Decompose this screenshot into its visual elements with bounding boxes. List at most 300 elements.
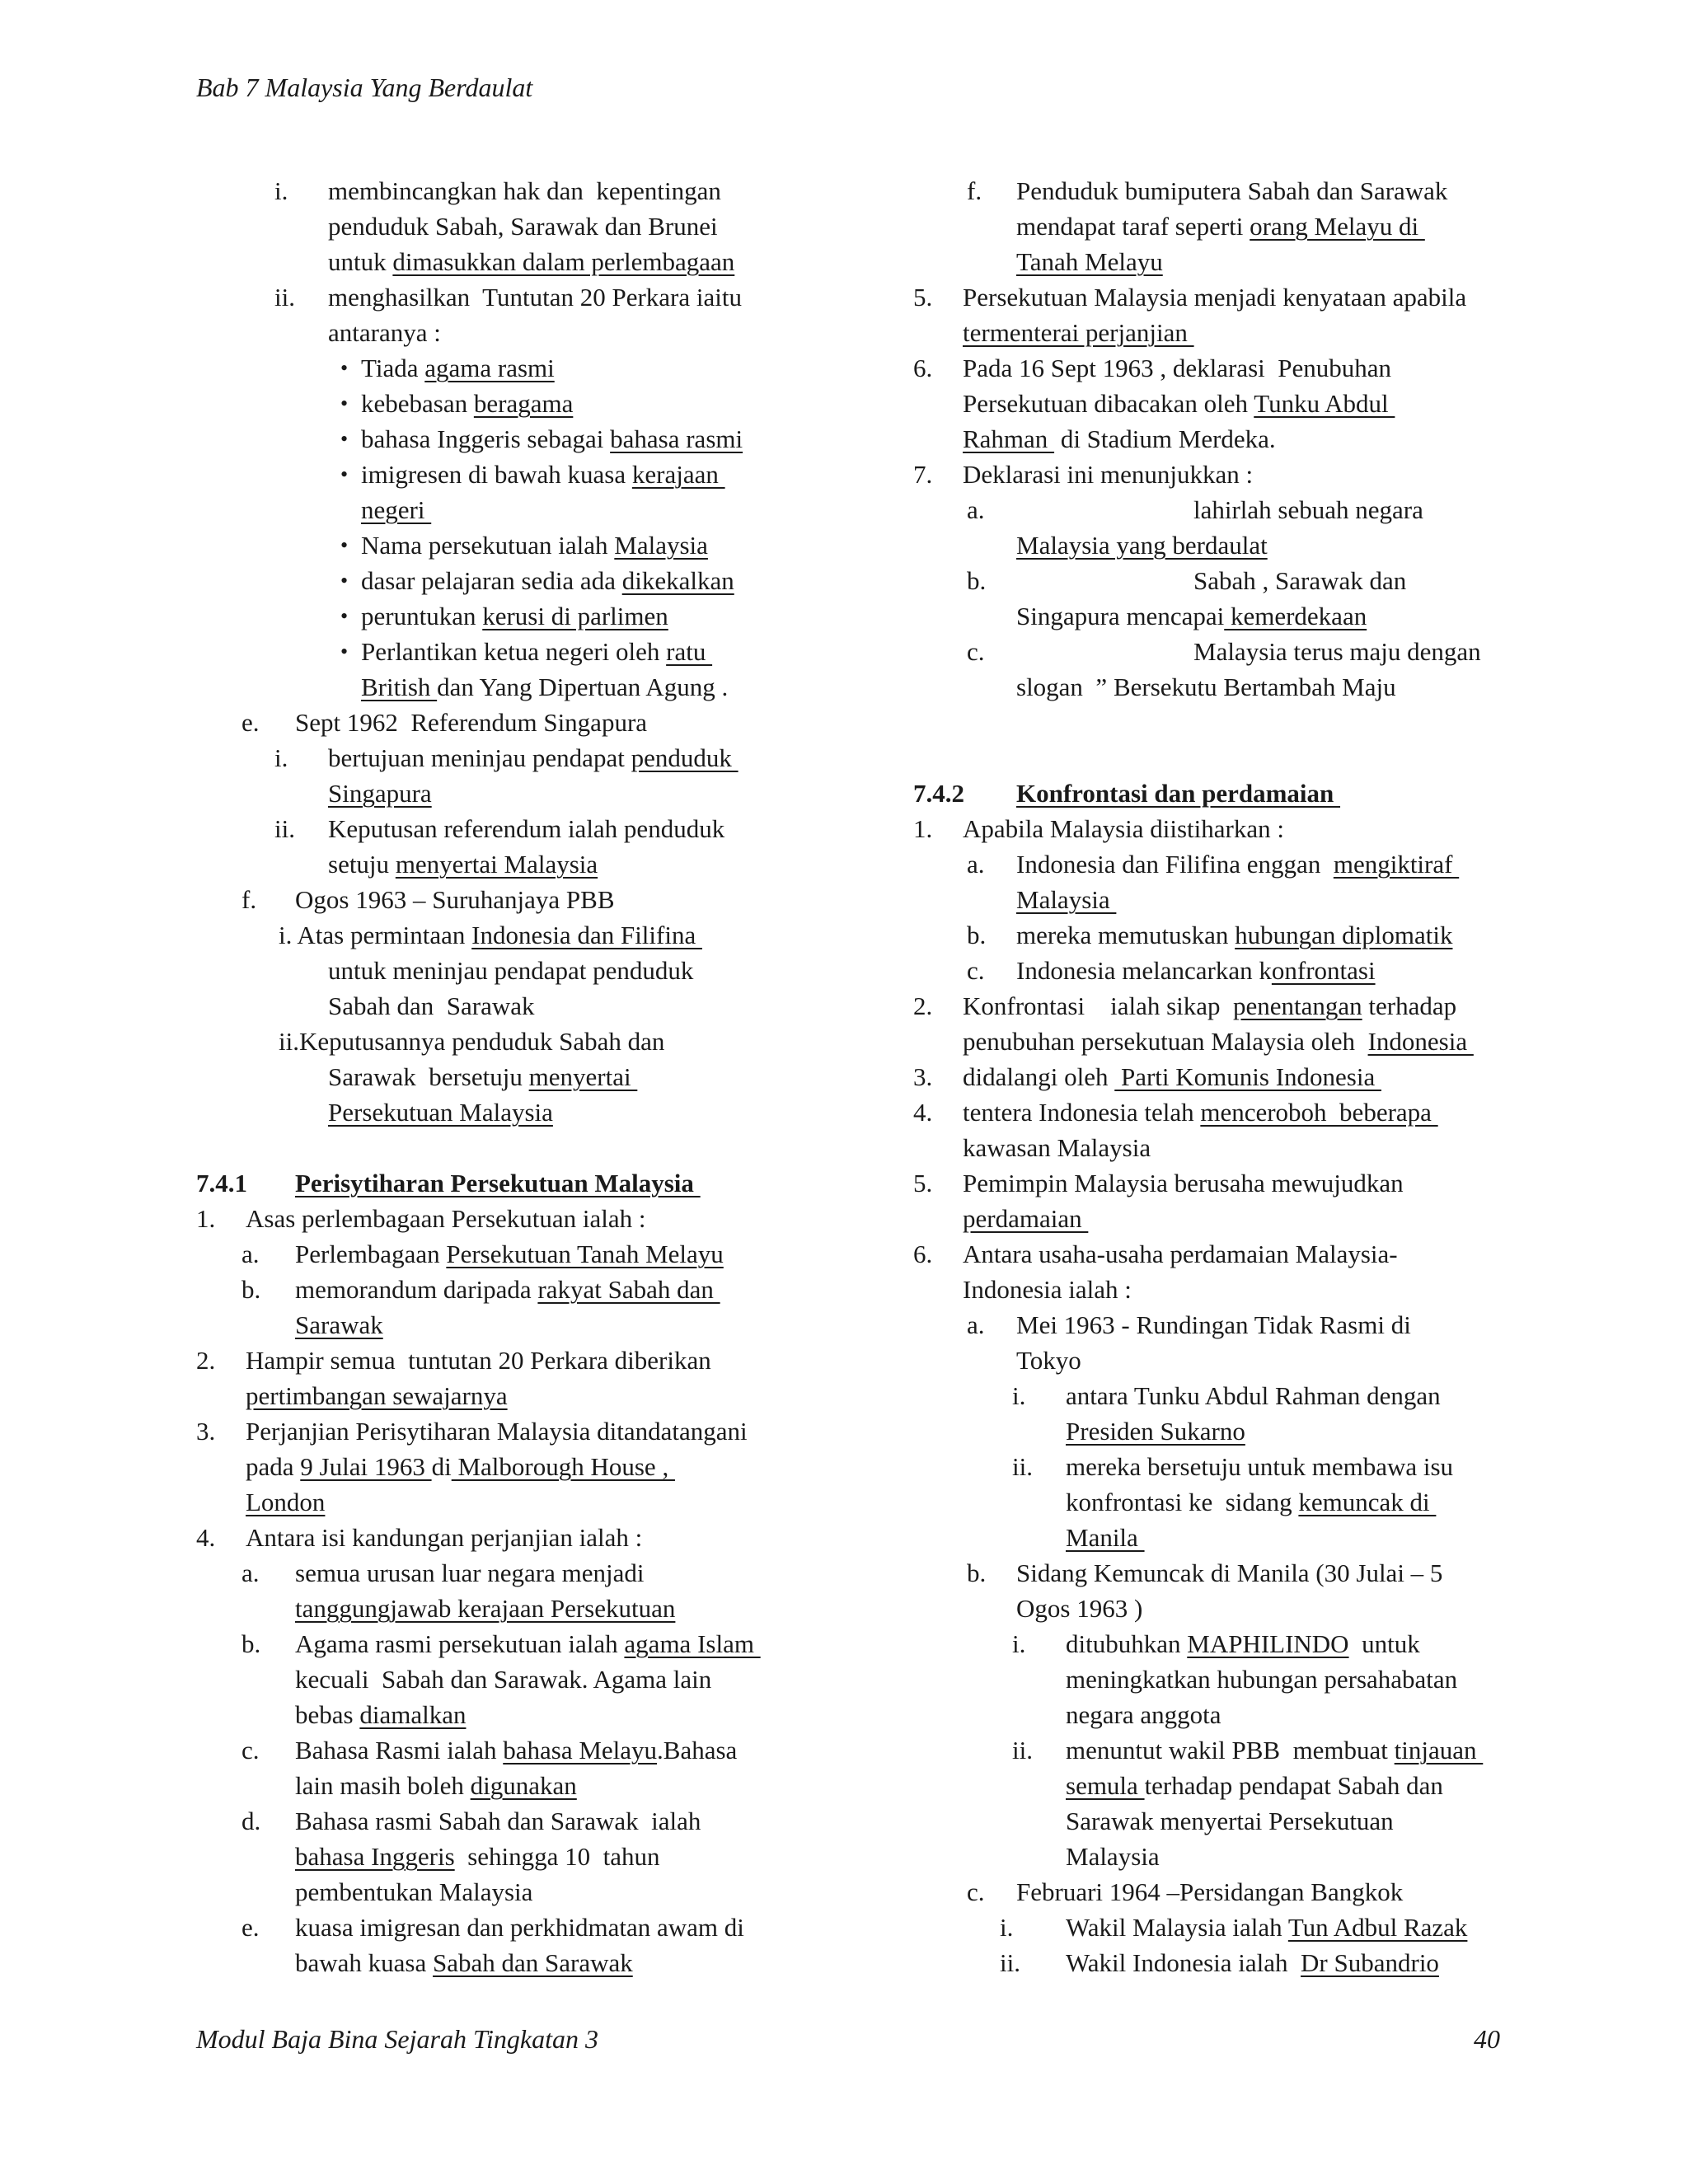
line-text	[328, 1094, 553, 1130]
line-text	[963, 315, 1194, 350]
text-line	[196, 988, 905, 1024]
line-text	[963, 279, 1466, 315]
text-run: Bahasa rasmi Sabah dan Sarawak ialah	[295, 1807, 701, 1835]
line-text	[1016, 1343, 1081, 1378]
text-line	[196, 705, 905, 740]
text-run: Ogos 1963 – Suruhanjaya PBB	[295, 885, 615, 914]
text-line	[913, 1165, 1540, 1201]
list-marker: b.	[967, 1558, 987, 1587]
text-run: menuntut wakil PBB membuat	[1066, 1736, 1395, 1765]
line-text	[328, 953, 693, 988]
underlined-term: hubungan diplomatik	[1235, 921, 1453, 949]
text-line	[913, 1236, 1540, 1272]
underlined-term: Tanah Melayu	[1016, 247, 1163, 276]
text-run: didalangi oleh	[963, 1062, 1115, 1091]
line-text	[279, 1024, 664, 1059]
list-marker: e.	[241, 708, 260, 737]
text-line	[196, 1130, 905, 1165]
line-text	[361, 350, 555, 386]
text-line	[913, 244, 1540, 279]
line-text	[295, 1307, 383, 1343]
text-line	[196, 1661, 905, 1697]
text-line	[196, 1343, 905, 1378]
line-text	[279, 917, 702, 953]
text-run: Persekutuan Malaysia menjadi kenyataan apabila	[963, 283, 1467, 312]
text-line	[913, 492, 1540, 527]
text-line	[913, 1839, 1540, 1874]
line-text	[963, 1059, 1381, 1094]
bullet-icon: •	[340, 533, 349, 557]
text-line	[913, 1059, 1540, 1094]
text-line	[196, 1094, 905, 1130]
text-line	[196, 1945, 905, 1980]
line-text	[246, 1343, 711, 1378]
list-marker: b.	[967, 566, 987, 595]
text-line	[196, 1874, 905, 1910]
text-run: kuasa imigresan dan perkhidmatan awam di	[295, 1913, 744, 1942]
line-text	[963, 988, 1456, 1024]
text-run: Sabah , Sarawak dan	[1193, 566, 1407, 595]
line-text	[295, 1272, 720, 1307]
underlined-term: Parti Komunis Indonesia	[1114, 1062, 1381, 1091]
underlined-term: 9 Julai 1963	[300, 1452, 432, 1481]
text-line	[913, 1520, 1540, 1555]
text-run: imigresen di bawah kuasa	[361, 460, 632, 489]
text-run: Sabah dan Sarawak	[328, 991, 535, 1020]
line-text	[1066, 1910, 1467, 1945]
list-marker: f.	[241, 885, 257, 914]
text-run: Wakil Malaysia ialah	[1066, 1913, 1288, 1942]
underlined-term: penduduk	[631, 743, 738, 772]
text-run: pada	[246, 1452, 301, 1481]
text-run: Sidang Kemuncak di Manila (30 Julai – 5	[1016, 1558, 1443, 1587]
line-text	[963, 1024, 1474, 1059]
line-text	[246, 1520, 642, 1555]
list-marker: a.	[241, 1558, 260, 1587]
text-line	[913, 1484, 1540, 1520]
line-text	[295, 1910, 744, 1945]
list-marker: a.	[967, 495, 985, 524]
text-line	[196, 1484, 905, 1520]
text-run: Malaysia terus maju dengan	[1193, 637, 1481, 666]
text-run: kebebasan	[361, 389, 474, 418]
list-marker: 3.	[196, 1417, 216, 1446]
list-marker: 5.	[913, 1169, 933, 1197]
text-run: ditubuhkan	[1066, 1629, 1188, 1658]
line-text	[1016, 244, 1163, 279]
line-text	[1066, 1520, 1145, 1555]
text-run: Indonesia melancarkan k	[1016, 956, 1272, 985]
text-run: bertujuan meninjau pendapat	[328, 743, 631, 772]
line-text	[328, 244, 734, 279]
list-marker: d.	[241, 1807, 261, 1835]
line-text	[1066, 1803, 1394, 1839]
bullet-icon: •	[340, 427, 349, 451]
text-run: untuk	[1348, 1629, 1420, 1658]
text-line	[196, 740, 905, 776]
list-marker: c.	[241, 1736, 260, 1765]
running-header: Bab 7 Malaysia Yang Berdaulat	[196, 73, 533, 102]
text-run: Tiada	[361, 354, 425, 382]
text-line	[913, 1803, 1540, 1839]
line-text	[246, 1484, 325, 1520]
text-run: Perjanjian Perisytiharan Malaysia ditandatangani	[246, 1417, 748, 1446]
underlined-term: bahasa Inggeris	[295, 1842, 455, 1871]
underlined-term: bahasa rasmi	[610, 424, 743, 453]
line-text	[328, 1059, 637, 1094]
line-text	[963, 421, 1276, 457]
text-run: Apabila Malaysia diistiharkan :	[963, 814, 1284, 843]
line-text	[1066, 1378, 1441, 1413]
list-marker: e.	[241, 1913, 260, 1942]
text-line	[913, 1201, 1540, 1236]
list-marker: 4.	[196, 1523, 216, 1552]
line-text	[295, 1626, 761, 1661]
line-text	[963, 1094, 1438, 1130]
underlined-term: kemuncak di	[1298, 1488, 1437, 1516]
list-marker: i.	[274, 743, 288, 772]
text-line	[913, 1945, 1540, 1980]
text-line	[196, 1839, 905, 1874]
underlined-term: negeri	[361, 495, 432, 524]
line-text	[963, 350, 1391, 386]
text-run: Mei 1963 - Rundingan Tidak Rasmi di	[1016, 1310, 1411, 1339]
text-run: mereka memutuskan	[1016, 921, 1236, 949]
line-text	[963, 1201, 1088, 1236]
line-text	[1066, 1449, 1453, 1484]
underlined-term: diamalkan	[359, 1700, 467, 1729]
line-text	[328, 811, 724, 846]
text-run: antara Tunku Abdul Rahman dengan	[1066, 1381, 1441, 1410]
line-text	[361, 527, 708, 563]
line-text	[1193, 563, 1406, 598]
underlined-term: Persekutuan Tanah Melayu	[446, 1240, 724, 1268]
text-line	[913, 457, 1540, 492]
list-marker: ii.	[1000, 1948, 1020, 1977]
line-text	[361, 669, 728, 705]
text-line	[913, 350, 1540, 386]
underlined-term: Manila	[1066, 1523, 1145, 1552]
line-text	[246, 1201, 646, 1236]
text-line	[913, 740, 1540, 776]
text-run: dan Yang Dipertuan Agung .	[437, 673, 729, 701]
text-line	[196, 846, 905, 882]
text-line	[196, 1555, 905, 1591]
underlined-term: MAPHILINDO	[1187, 1629, 1349, 1658]
line-text	[328, 279, 742, 315]
text-run: slogan ” Bersekutu Bertambah Maju	[1016, 673, 1396, 701]
text-line	[913, 1413, 1540, 1449]
text-run: Konfrontasi ialah sikap	[963, 991, 1234, 1020]
line-text	[1016, 209, 1425, 244]
text-line	[196, 173, 905, 209]
underlined-term: Malborough House ,	[451, 1452, 675, 1481]
text-run: Pemimpin Malaysia berusaha mewujudkan	[963, 1169, 1404, 1197]
text-line	[196, 386, 905, 421]
text-run: penubuhan persekutuan Malaysia oleh	[963, 1027, 1368, 1056]
line-text	[1016, 1555, 1442, 1591]
line-text	[295, 1697, 466, 1732]
text-run: Keputusan referendum ialah penduduk	[328, 814, 725, 843]
line-text	[361, 386, 573, 421]
text-run: pembentukan Malaysia	[295, 1877, 533, 1906]
underlined-term: kerajaan	[631, 460, 725, 489]
text-line	[913, 598, 1540, 634]
text-line	[196, 244, 905, 279]
list-marker: i.	[1012, 1629, 1026, 1658]
line-text	[1016, 846, 1459, 882]
line-text	[295, 1945, 633, 1980]
line-text	[963, 1272, 1132, 1307]
text-line	[913, 209, 1540, 244]
line-text	[1016, 173, 1447, 209]
line-text	[295, 1165, 701, 1201]
bullet-icon: •	[340, 462, 349, 486]
underlined-term: ratu	[666, 637, 713, 666]
line-text	[295, 1803, 701, 1839]
text-run: Sept 1962 Referendum Singapura	[295, 708, 648, 737]
text-run: lain masih boleh	[295, 1771, 471, 1800]
text-run: Nama persekutuan ialah	[361, 531, 615, 560]
line-text	[295, 1768, 577, 1803]
line-text	[963, 811, 1284, 846]
underlined-term: Persekutuan Malaysia	[328, 1098, 553, 1127]
text-line	[196, 1378, 905, 1413]
underlined-term: Dr Subandrio	[1301, 1948, 1439, 1977]
text-line	[913, 1130, 1540, 1165]
list-marker: 6.	[913, 1240, 933, 1268]
underlined-term: dikekalkan	[621, 566, 734, 595]
text-run: kawasan Malaysia	[963, 1133, 1151, 1162]
list-marker: 7.4.2	[913, 779, 964, 808]
line-text	[1016, 776, 1340, 811]
text-run: Malaysia	[1066, 1842, 1160, 1871]
text-line	[913, 846, 1540, 882]
underlined-term: dimasukkan dalam perlembagaan	[392, 247, 735, 276]
text-line	[913, 563, 1540, 598]
list-marker: c.	[967, 1877, 985, 1906]
text-line	[913, 1307, 1540, 1343]
text-run: dasar pelajaran sedia ada	[361, 566, 622, 595]
line-text	[361, 634, 712, 669]
text-line	[196, 209, 905, 244]
line-text	[1016, 953, 1376, 988]
bullet-icon: •	[340, 640, 349, 663]
text-line	[913, 421, 1540, 457]
text-line	[196, 421, 905, 457]
underlined-term: menceroboh beberapa	[1200, 1098, 1438, 1127]
text-run: terhadap pendapat Sabah dan	[1144, 1771, 1443, 1800]
list-marker: 1.	[913, 814, 933, 843]
text-line	[913, 1732, 1540, 1768]
line-text	[246, 1378, 508, 1413]
line-text	[1066, 1768, 1443, 1803]
text-run: Tokyo	[1016, 1346, 1081, 1375]
text-line	[196, 1626, 905, 1661]
underlined-term: kemerdekaan	[1224, 602, 1367, 630]
text-line	[913, 917, 1540, 953]
list-marker: 6.	[913, 354, 933, 382]
text-line	[913, 279, 1540, 315]
text-line	[913, 1661, 1540, 1697]
line-text	[295, 1661, 711, 1697]
text-run: Sarawak bersetuju	[328, 1062, 529, 1091]
line-text	[295, 882, 615, 917]
text-line	[913, 634, 1540, 669]
underlined-term: Malaysia yang berdaulat	[1016, 531, 1268, 560]
text-line	[196, 1307, 905, 1343]
text-line	[913, 1024, 1540, 1059]
list-marker: b.	[967, 921, 987, 949]
text-run: kecuali Sabah dan Sarawak. Agama lain	[295, 1665, 712, 1694]
text-run: konfrontasi ke sidang	[1066, 1488, 1299, 1516]
text-line	[196, 598, 905, 634]
text-line	[196, 811, 905, 846]
text-run: di Stadium Merdeka.	[1054, 424, 1276, 453]
list-marker: a.	[241, 1240, 260, 1268]
underlined-term: tinjauan	[1394, 1736, 1484, 1765]
text-line	[196, 882, 905, 917]
line-text	[1066, 1484, 1436, 1520]
underlined-term: agama Islam	[624, 1629, 761, 1658]
text-line	[913, 1272, 1540, 1307]
text-line	[196, 1697, 905, 1732]
line-text	[361, 563, 734, 598]
text-line	[913, 882, 1540, 917]
right-column	[913, 173, 1540, 1980]
text-line	[913, 1094, 1540, 1130]
text-run: Persekutuan dibacakan oleh	[963, 389, 1254, 418]
text-run: lahirlah sebuah negara	[1193, 495, 1423, 524]
underlined-term: orang Melayu di	[1250, 212, 1425, 241]
text-line	[913, 1449, 1540, 1484]
text-line	[196, 1520, 905, 1555]
text-run: semua urusan luar negara menjadi	[295, 1558, 645, 1587]
underlined-term: Singapura	[328, 779, 432, 808]
line-text	[1066, 1839, 1160, 1874]
text-line	[913, 953, 1540, 988]
underlined-term: London	[246, 1488, 326, 1516]
text-run: mendapat taraf seperti	[1016, 212, 1250, 241]
text-line	[196, 669, 905, 705]
text-line	[913, 527, 1540, 563]
line-text	[328, 776, 432, 811]
running-footer: Modul Baja Bina Sejarah Tingkatan 3	[196, 2024, 598, 2054]
text-run: Sarawak menyertai Persekutuan	[1066, 1807, 1394, 1835]
line-text	[1066, 1732, 1483, 1768]
text-line	[913, 315, 1540, 350]
text-run: membincangkan hak dan kepentingan	[328, 176, 721, 205]
text-run: Singapura mencapai	[1016, 602, 1225, 630]
line-text	[295, 1874, 532, 1910]
underlined-term: Malaysia	[1016, 885, 1117, 914]
text-run: bahasa Inggeris sebagai	[361, 424, 611, 453]
text-line	[196, 1413, 905, 1449]
underlined-term: semula	[1066, 1771, 1145, 1800]
text-line	[196, 1024, 905, 1059]
text-run: i. Atas permintaan	[279, 921, 472, 949]
text-line	[913, 776, 1540, 811]
underlined-term: onfrontasi	[1271, 956, 1376, 985]
text-line	[196, 1272, 905, 1307]
bullet-icon: •	[340, 604, 349, 628]
underlined-term: Presiden Sukarno	[1066, 1417, 1245, 1446]
line-text	[1016, 598, 1367, 634]
line-text	[295, 1236, 724, 1272]
text-line	[913, 705, 1540, 740]
text-line	[196, 1910, 905, 1945]
underlined-term: Rahman	[963, 424, 1055, 453]
text-line	[196, 776, 905, 811]
line-text	[328, 315, 441, 350]
text-run: Wakil Indonesia ialah	[1066, 1948, 1301, 1977]
text-run: setuju	[328, 850, 396, 879]
underlined-term: pertimbangan sewajarnya	[246, 1381, 508, 1410]
text-run: untuk	[328, 247, 393, 276]
text-line	[196, 1591, 905, 1626]
line-text	[1066, 1626, 1420, 1661]
line-text	[361, 421, 743, 457]
underlined-term: menyertai Malaysia	[395, 850, 598, 879]
underlined-term: Tun Adbul Razak	[1287, 1913, 1468, 1942]
list-marker: ii.	[1012, 1736, 1033, 1765]
line-text	[361, 457, 725, 492]
line-text	[1016, 669, 1396, 705]
underlined-term: Indonesia dan Filifina	[471, 921, 702, 949]
underlined-term: Malaysia	[614, 531, 708, 560]
line-text	[1193, 492, 1423, 527]
line-text	[1066, 1413, 1245, 1449]
text-run: menghasilkan Tuntutan 20 Perkara iaitu	[328, 283, 742, 312]
underlined-term: Perisytiharan Persekutuan Malaysia	[295, 1169, 701, 1197]
underlined-term: tanggungjawab kerajaan Persekutuan	[295, 1594, 676, 1623]
underlined-term: termenterai perjanjian	[963, 318, 1194, 347]
text-run: sehingga 10 tahun	[454, 1842, 660, 1871]
underlined-term: menyertai	[528, 1062, 638, 1091]
text-run: ii.Keputusannya penduduk Sabah dan	[279, 1027, 665, 1056]
line-text	[328, 846, 598, 882]
text-line	[196, 457, 905, 492]
text-run: meningkatkan hubungan persahabatan	[1066, 1665, 1458, 1694]
line-text	[963, 1236, 1398, 1272]
list-marker: i.	[1012, 1381, 1026, 1410]
text-line	[913, 1910, 1540, 1945]
line-text	[328, 209, 718, 244]
line-text	[1016, 917, 1452, 953]
text-line	[196, 1201, 905, 1236]
text-run: Deklarasi ini menunjukkan :	[963, 460, 1254, 489]
line-text	[361, 492, 431, 527]
text-run: Bahasa Rasmi ialah	[295, 1736, 504, 1765]
text-line	[913, 386, 1540, 421]
line-text	[361, 598, 668, 634]
text-run: peruntukan	[361, 602, 483, 630]
line-text	[1066, 1945, 1439, 1980]
text-run: Asas perlembagaan Persekutuan ialah :	[246, 1204, 646, 1233]
underlined-term: beragama	[473, 389, 574, 418]
line-text	[963, 457, 1253, 492]
line-text	[328, 173, 721, 209]
bullet-icon: •	[340, 569, 349, 593]
text-line	[196, 1803, 905, 1839]
text-run: Februari 1964 –Persidangan Bangkok	[1016, 1877, 1404, 1906]
line-text	[246, 1449, 675, 1484]
list-marker: c.	[967, 956, 985, 985]
line-text	[1016, 1874, 1403, 1910]
list-marker: 2.	[196, 1346, 216, 1375]
underlined-term: perdamaian	[963, 1204, 1089, 1233]
text-line	[913, 1768, 1540, 1803]
